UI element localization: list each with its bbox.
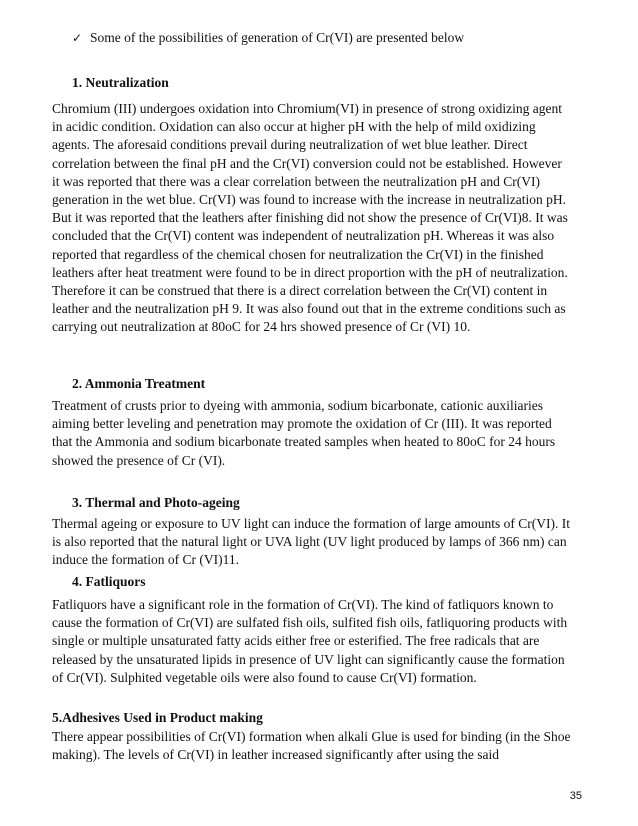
check-icon: ✓ bbox=[72, 31, 83, 45]
page-number: 35 bbox=[569, 790, 582, 802]
section-heading-adhesives: 5.Adhesives Used in Product making bbox=[52, 710, 263, 725]
intro-text: Some of the possibilities of generation of Cr(VI) are presented below bbox=[90, 30, 465, 45]
section-body-fatliquors: Fatliquors have a significant role in the formation of Cr(VI). The kind of fatliquors known to cause the formation of Cr(VI) are sulfated fish oils, sulfited fish oils, fatliquoring products with single or multiple unsaturated fatty acids either free or esterified. The free radicals that are released by the unsaturated lipids in presence of UV light can significantly cause the formation of Cr(VI). Sulphited vegetable oils were also found to cause Cr(VI) formation. bbox=[52, 597, 568, 685]
section-body-thermal-photo-ageing: Thermal ageing or exposure to UV light can induce the formation of large amounts of Cr(VI). It is also reported that the natural light or UVA light (UV light produced by lamps of 366 nm) can induce the formation of Cr (VI)11. bbox=[52, 516, 570, 568]
section-body-ammonia-treatment: Treatment of crusts prior to dyeing with ammonia, sodium bicarbonate, cationic auxiliaries aiming better leveling and penetration may promote the oxidation of Cr (III). It was reported that the Ammonia and sodium bicarbonate treated samples when heated to 80oC for 24 hours showed the presence of Cr (VI). bbox=[52, 398, 556, 468]
intro-bullet bbox=[72, 30, 464, 46]
section-body-adhesives: There appear possibilities of Cr(VI) formation when alkali Glue is used for binding (in the Shoe making). The levels of Cr(VI) in leather increased significantly after using the said bbox=[52, 729, 571, 763]
section-heading-neutralization: 1. Neutralization bbox=[72, 75, 169, 90]
section-heading-fatliquors: 4. Fatliquors bbox=[72, 574, 146, 589]
section-body-neutralization: Chromium (III) undergoes oxidation into Chromium(VI) in presence of strong oxidizing agent in acidic condition. Oxidation can also occur at higher pH with the help of mild oxidizing agents. The aforesaid conditions prevail during neutralization of wet blue leather. Direct correlation between the final pH and the Cr(VI) conversion could not be established. However it was reported that there was a clear correlation between the neutralization pH and Cr(VI) generation in the wet blue. Cr(VI) was found to increase with the increase in neutralization pH. But it was reported that the leathers after finishing did not show the presence of Cr(VI)8. It was concluded that the Cr(VI) content was independent of neutralization pH. Whereas it was also reported that regardless of the chemical chosen for neutralization the Cr(VI) in the finished leathers after heat treatment were found to be in direct proportion with the pH of neutralization. Therefore it can be construed that there is a direct correlation between the Cr(VI) content in leather and the neutralization pH 9. It was also found out that in the extreme conditions such as carrying out neutralization at 80oC for 24 hrs showed presence of Cr (VI) 10. bbox=[52, 101, 568, 335]
section-heading-thermal-photo-ageing: 3. Thermal and Photo-ageing bbox=[72, 495, 240, 510]
section-heading-ammonia-treatment: 2. Ammonia Treatment bbox=[72, 376, 206, 391]
